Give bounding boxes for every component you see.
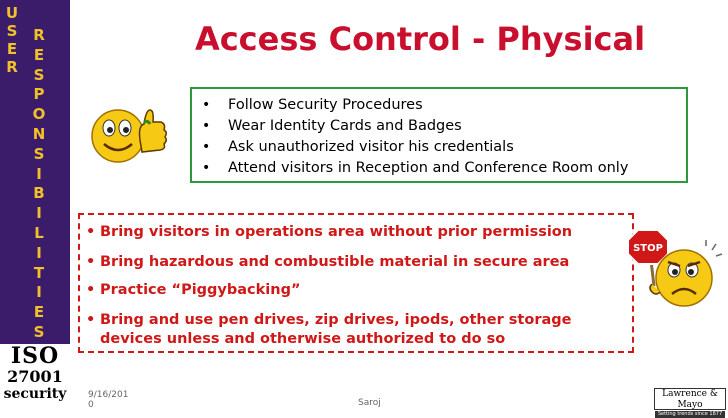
dos-list xyxy=(192,89,686,179)
do-item-text: Wear Identity Cards and Badges xyxy=(228,118,462,134)
bullet: • xyxy=(86,224,96,240)
slide-date xyxy=(88,390,128,410)
list-item xyxy=(86,223,626,242)
user-letter: R xyxy=(6,58,18,76)
do-item-text: Attend visitors in Reception and Conference Room only xyxy=(228,160,629,176)
stop-sign-text: STOP xyxy=(633,243,663,254)
date-line: 0 xyxy=(88,400,94,410)
iso-logo-line1: ISO xyxy=(10,343,60,369)
bullet: • xyxy=(202,160,211,176)
resp-letter: N xyxy=(32,124,46,143)
list-item xyxy=(86,253,626,272)
company-logo-name: Lawrence & Mayo xyxy=(662,389,718,410)
list-item xyxy=(202,116,686,137)
company-logo xyxy=(654,388,726,417)
resp-letter: P xyxy=(33,85,45,104)
resp-letter: I xyxy=(36,204,42,223)
do-item-text: Ask unauthorized visitor his credentials xyxy=(228,139,514,155)
resp-letter: S xyxy=(33,65,45,84)
iso-27001-logo xyxy=(0,344,70,410)
slide-author: Saroj xyxy=(358,398,381,408)
resp-letter: E xyxy=(33,303,45,322)
date-line: 9/16/201 xyxy=(88,390,129,400)
list-item xyxy=(202,95,686,116)
stop-sign-smiley-icon xyxy=(628,226,724,312)
user-letter: E xyxy=(6,40,18,58)
list-item xyxy=(202,158,686,179)
bullet: • xyxy=(202,139,211,155)
user-vertical-text xyxy=(4,4,20,76)
responsibilities-vertical-text xyxy=(30,26,48,343)
dont-item-text: Practice “Piggybacking” xyxy=(100,282,301,298)
resp-letter: L xyxy=(34,223,44,242)
list-item xyxy=(86,311,626,349)
dont-item-text-cont: devices unless and otherwise authorized to do so xyxy=(100,331,506,347)
bullet: • xyxy=(202,118,211,134)
list-item xyxy=(202,137,686,158)
bullet: • xyxy=(86,254,96,270)
iso-logo-line3: security xyxy=(3,386,67,402)
bullet: • xyxy=(86,282,96,298)
sidebar xyxy=(0,0,70,410)
resp-letter: O xyxy=(32,105,46,124)
dont-item-text: Bring and use pen drives, zip drives, ipods, other storage xyxy=(100,312,572,328)
resp-letter: E xyxy=(33,45,45,64)
company-logo-tagline: Setting trends since 1877 xyxy=(655,411,725,418)
slide-title: Access Control - Physical xyxy=(194,20,646,58)
bullet: • xyxy=(202,97,211,113)
resp-letter: S xyxy=(33,144,45,163)
user-letter: S xyxy=(6,22,18,40)
resp-letter: I xyxy=(36,243,42,262)
resp-letter: I xyxy=(36,283,42,302)
do-item-text: Follow Security Procedures xyxy=(228,97,423,113)
bullet: • xyxy=(86,312,96,328)
list-item xyxy=(86,281,626,300)
resp-letter: R xyxy=(33,26,45,44)
resp-letter: T xyxy=(33,263,45,282)
dont-item-text: Bring hazardous and combustible material in secure area xyxy=(100,254,570,270)
dos-list-box xyxy=(190,87,688,183)
resp-letter: I xyxy=(36,164,42,183)
user-letter: U xyxy=(5,4,19,22)
resp-letter: B xyxy=(33,184,45,203)
iso-logo-line2: 27001 xyxy=(7,367,63,386)
resp-letter: S xyxy=(33,322,45,341)
donts-list-box xyxy=(78,213,634,353)
dont-item-text: Bring visitors in operations area without prior permission xyxy=(100,224,573,240)
thumbs-up-smiley-icon xyxy=(88,92,168,170)
